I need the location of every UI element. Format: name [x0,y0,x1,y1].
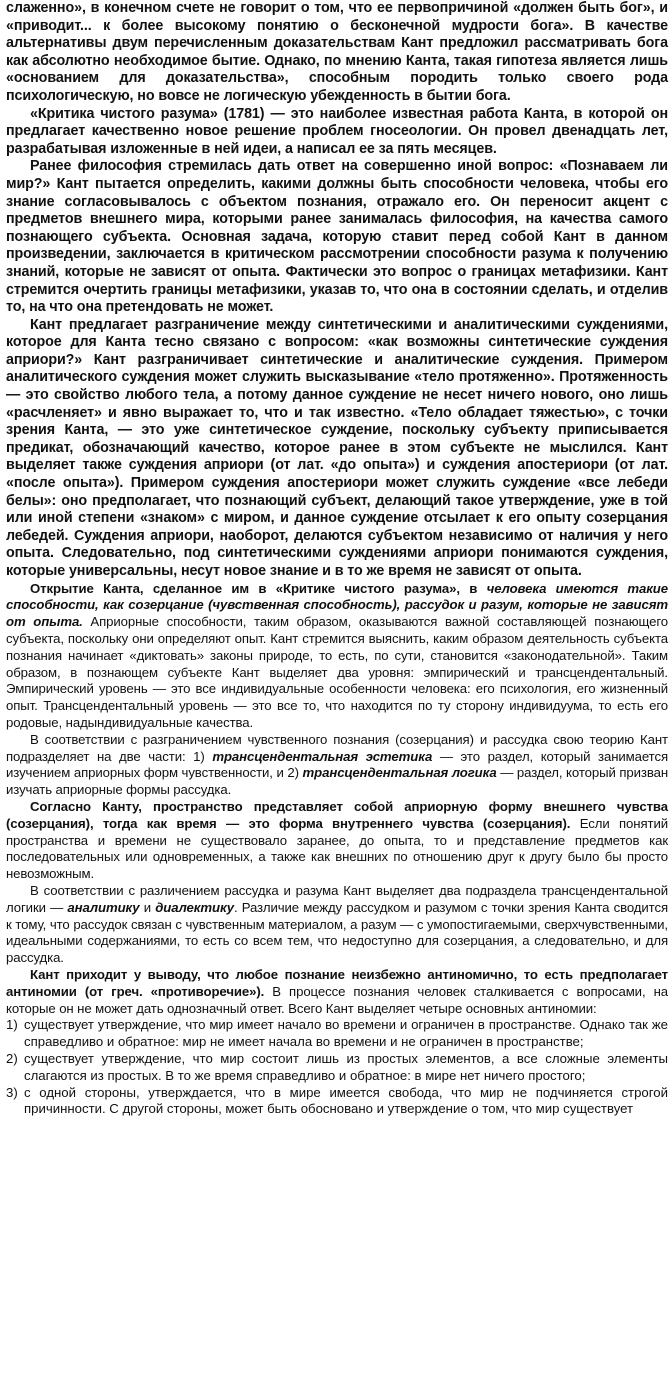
paragraph-space-time [6,799,668,883]
list-item-text: с одной стороны, утверждается, что в мире имеется свобода, что мир не подчиняется строгой причинности. С другой стороны, может быть обосновано и утверждение о том, что мир существует [24,1084,668,1117]
list-item [6,1017,668,1051]
paragraph-text: В соответствии с разграничением чувственного познания (созерцания) и рассудка свою теорию Кант подразделяет на две части: 1) [6,731,668,764]
paragraph-text: слаженно», в конечном счете не говорит о том, что ее первопричиной «должен быть бог», и «приводит... к более высокому понятию о бесконечной мудрости бога». В качестве альтернативы двум перечисленным доказательствам Кант предложил рассматривать бога как абсолютно необходимое бытие. Однако, по мнению Канта, такая гипотеза является лишь «основанием для доказательства», способным породить только своего рода психологическую, но вовсе не логическую убежденность в бытии бога. [6,0,668,104]
paragraph-text: В процессе познания человек сталкивается с вопросами, на которые он не может дать однозначный ответ. Всего Кант выделяет четыре основных антиномии: [6,983,668,1016]
term-transcendental-logic: трансцендентальная логика [302,765,497,781]
paragraph-text: — раздел, который призван изучать априорные формы рассудка. [6,765,669,798]
paragraph-text: и [139,899,156,915]
paragraph-judgments [6,317,668,581]
paragraph-text: В соответствии с различением рассудка и разума Кант выделяет два подраздела трансцендентальной логики — [6,882,668,915]
paragraph-proof-of-god [6,0,668,106]
list-number: 3) [6,1084,18,1100]
paragraph-text: — это наиболее известная работа Канта, в которой он предлагает качественно новое решение проблем гносеологии. Он провел двенадцать лет, разрабатывая изложенные в ней идеи, а написал ее за пять месяцев. [6,105,668,157]
bold-phrase: Кант приходит у выводу, что любое познание неизбежно антиномично, то есть предполагает антиномии (от греч. «противоречие»). [6,966,668,999]
bold-phrase: «Критика чистого разума» (1781) [30,105,265,122]
paragraph-text: Кант предлагает разграничение между синтетическими и аналитическими суждениями, которое для Канта тесно связано с вопросом: «как возможны синтетические суждения априори?» Кант разграничивает синтетические и аналитические суждения. Примером аналитического суждения может служить высказывание «тело протяженно». Протяженность — это свойство любого тела, а потому данное суждение не несет ничего нового, оно лишь «расчленяет» и явно выражает то, что и так известно. «Тело обладает тяжестью», с точки зрения Канта, — это уже синтетическое суждение, поскольку субъекту приписывается предикат, обозначающий качество, которое ранее в этом субъекте не мыслился. Кант выделяет также суждения априори (от лат. «до опыта») и суждения апостериори (от лат. «после опыта»). Примером суждения апостериори может служить суждение «все лебеди белы»: оно предполагает, что познающий субъект, делающий такое утверждение, уже в той или иной степени «знаком» с миром, и данное суждение отсылает к его опыту созерцания лебедей. Суждения априори, наоборот, делаются субъектом независимо от наличия у него опыта. Следовательно, [6,316,668,562]
paragraph-text: Если понятий пространства и времени не существовало заранее, до опыта, то и представление предметов как последовательных или одновременных, а также как внешних по отношению друг к другу было бы просто невозможным. [6,815,668,882]
term-transcendental-aesthetics: трансцендентальная эстетика [212,748,433,764]
antinomies-list [6,1017,668,1118]
list-item [6,1051,668,1085]
paragraph-text: Априорные способности, таким образом, оказываются важной составляющей познающего субъекта, поскольку они определяют опыт. Кант стремится выяснить, каким образом деятельность субъекта познания начинает «диктовать» законы природе, то есть, по сути, становится «законодательной». Таким образом, в познающем субъекте Кант выделяет два уровня: эмпирический и трансцендентальный. Эмпирический уровень — это все индивидуальные особенности человека: его психология, его жизненный опыт. Трансцендентальный уровень — это все то, что находится по ту сторону индивидуума, то есть его родовые, надындивидуальные качества. [6,614,668,730]
list-item-text: существует утверждение, что мир состоит лишь из простых элементов, а все сложные элементы слагаются из простых. В то же время справедливо и обратное: в мире нет ничего простого; [24,1050,668,1083]
paragraph-kant-discovery [6,581,668,732]
bold-phrase: Открытие Канта, сделанное им в «Критике чистого разума», в [30,580,478,596]
list-item [6,1085,668,1119]
list-item-text: существует утверждение, что мир имеет начало во времени и ограничен в пространстве. Однако так же справедливо и обратное: мир не имеет начала во времени и не ограничен в пространстве; [24,1017,668,1050]
term-dialectics: диалектику [155,899,234,915]
list-number: 2) [6,1050,18,1066]
paragraph-text: Ранее философия стремилась дать ответ на совершенно иной вопрос: «Познаваем ли мир?» Кант пытается определить, какими должны быть способности человека, чтобы его знание согласовывалось с объектом познания, отражало его. [6,158,668,210]
bold-phrase: Он переносит акцент с предметов внешнего мира, которыми ранее занималась философия, на качества самого познающего субъекта. [6,193,668,245]
bold-phrase: Согласно Канту, пространство представляет собой априорную форму внешнего чувства (созерцания), тогда как время — это форма внутреннего чувства (созерцания). [6,798,668,831]
list-number: 1) [6,1017,18,1033]
term-analytics: аналитику [67,899,140,915]
bold-italic-phrase: человека имеются такие способности, как созерцание (чувственная способность), рассудок и разум, которые не зависят от опыта. [6,580,668,630]
paragraph-critique-intro [6,106,668,159]
paragraph-text: Основная задача, которую ставит перед собой Кант в данном произведении, заключается в критическом рассмотрении способности разума к получению знаний, которые не зависят от опыта. Фактически это вопрос о границах метафизики. Кант стремится очертить границы метафизики, указав то, что она в состоянии сделать, и отделив то, на что она претендовать не может. [6,228,668,316]
paragraph-antinomies [6,967,668,1017]
paragraph-analytics-dialectics [6,883,668,967]
paragraph-text: . Различие между рассудком и разумом с точки зрения Канта сводится к тому, что рассудок связан с чувственным материалом, а разум — с умопостигаемыми, сверхчувственными, идеальными содержаниями, то есть со всем тем, что недоступно для созерцания, а следовательно, и для рассудка. [6,899,668,966]
paragraph-text: — это раздел, который занимается изучением априорных форм чувственности, и 2) [6,748,669,781]
bold-phrase: под синтетическими суждениями априори понимаются суждения, которые универсальны, несут новое знание и в то же время не зависят от опыта. [6,545,668,579]
paragraph-theory-parts [6,732,668,799]
paragraph-subject-focus [6,158,668,316]
